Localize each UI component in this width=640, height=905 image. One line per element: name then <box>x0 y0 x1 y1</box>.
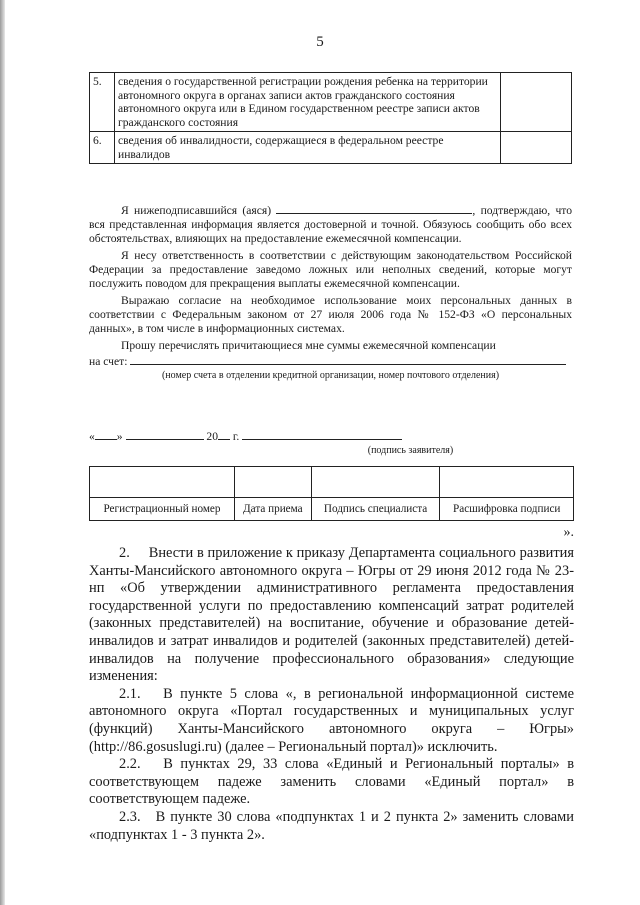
row-value <box>501 132 572 164</box>
date-quote-close: » <box>116 430 123 443</box>
month-line <box>126 428 204 440</box>
table-row <box>90 467 574 498</box>
declaration-paragraph <box>89 202 572 246</box>
table-row <box>90 73 572 132</box>
signature-caption: (подпись заявителя) <box>367 445 454 456</box>
day-line <box>95 428 117 440</box>
table-cell <box>90 467 235 498</box>
row-number: 6. <box>90 132 115 164</box>
account-caption: (номер счета в отделении кредитной организации, номер почтового отделения) <box>161 370 500 381</box>
table-cell <box>440 467 574 498</box>
payment-request-line: Прошу перечислять причитающиеся мне суммы ежемесячной компенсации <box>121 339 496 352</box>
registration-table <box>89 466 574 521</box>
page-number: 5 <box>316 34 324 50</box>
date-signature-block <box>89 428 572 458</box>
year-prefix: 20 <box>206 430 218 443</box>
scan-edge <box>0 0 5 905</box>
header-registration-number: Регистрационный номер <box>90 498 235 521</box>
item-2: 2. Внести в приложение к приказу Департамента социального развития Ханты-Мансийского автономного округа – Югры от 29 июня 2012 года № 23-нп «Об утверждении административного регламента предоставления государственной услуги по предоставлению компенсаций затрат родителей (законных представителей) на воспитание, обучение и образование детей-инвалидов и затрат инвалидов и родителей (законных представителей) детей-инвалидов на получение профессионального образования» следующие изменения: <box>89 545 578 685</box>
row-value <box>501 73 572 132</box>
table-header-row <box>90 498 574 521</box>
year-suffix: г. <box>232 430 240 443</box>
order-amendments <box>89 545 578 844</box>
table-row <box>90 132 572 164</box>
item-2-3: 2.3. В пункте 30 слова «подпунктах 1 и 2 пункта 2» заменить словами «подпунктах 1 - 3 пункта 2». <box>89 808 578 843</box>
name-line <box>276 202 472 214</box>
form-declaration <box>89 202 572 383</box>
declaration-start: Я нижеподписавшийся (аяся) <box>121 204 272 217</box>
info-table <box>89 72 572 164</box>
consent-paragraph: Выражаю согласие на необходимое использование моих персональных данных в соответствии с Федеральным законом от 27 июля 2006 года № 152-ФЗ «О персональных данных», в том числе в информационных системах. <box>89 294 572 335</box>
date-line <box>89 428 572 444</box>
header-date-received: Дата приема <box>234 498 311 521</box>
row-text: сведения о государственной регистрации рождения ребенка на территории автономного округа в органах записи актов гражданского состояния автономного округа или в Едином государственном реестре записи актов гражданского состояния <box>115 73 501 132</box>
item-2-1: 2.1. В пункте 5 слова «, в региональной информационной системе автономного округа «Портал государственных и муниципальных услуг (функций) Ханты-Мансийского автономного округа – Югры» (http://86.gosuslugi.ru) (далее – Региональный портал)» исключить. <box>89 685 578 755</box>
signature-line <box>242 428 402 440</box>
header-specialist-signature: Подпись специалиста <box>311 498 440 521</box>
account-field-line <box>130 353 566 365</box>
item-2-2: 2.2. В пунктах 29, 33 слова «Единый и Региональный порталы» в соответствующем падеже заменить словами «Единый портал» в соответствующем падеже. <box>89 756 578 808</box>
row-number: 5. <box>90 73 115 132</box>
closing-quote: ». <box>563 525 574 540</box>
header-signature-decoding: Расшифровка подписи <box>440 498 574 521</box>
row-text: сведения об инвалидности, содержащиеся в федеральном реестре инвалидов <box>115 132 501 164</box>
date-quote-open: « <box>89 430 95 443</box>
table-cell <box>311 467 440 498</box>
account-label: на счет: <box>89 355 128 368</box>
year-line <box>218 428 230 440</box>
table-cell <box>234 467 311 498</box>
responsibility-paragraph: Я несу ответственность в соответствии с действующим законодательством Российской Федерации за предоставление заведомо ложных или неполных сведений, которые могут послужить поводом для прекращения выплаты ежемесячной компенсации. <box>89 249 572 290</box>
declaration-rest: , подтверждаю, что вся представленная информация является достоверной и точной. Обязуюсь сообщить обо всех обстоятельствах, влияющих на предоставление ежемесячной компенсации. <box>89 204 572 245</box>
account-line <box>89 353 572 369</box>
